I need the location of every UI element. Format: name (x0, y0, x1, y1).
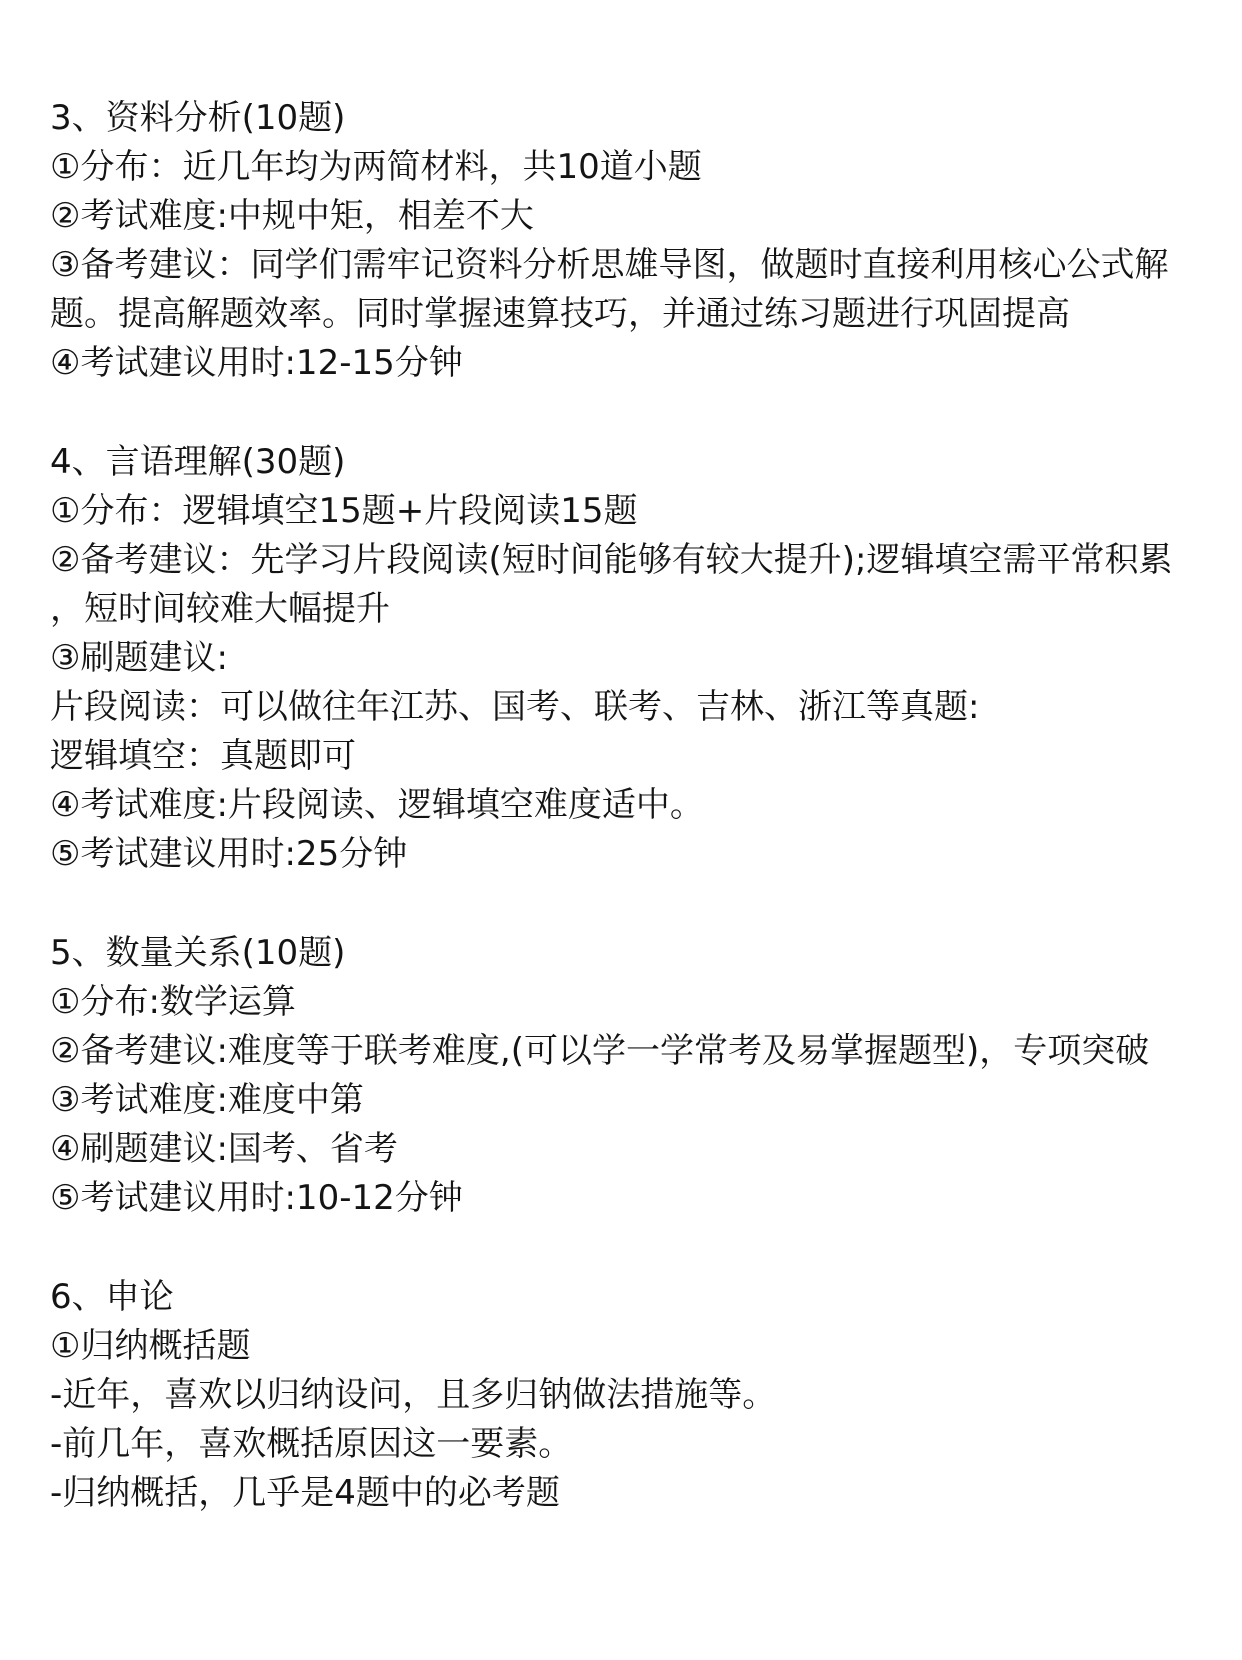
section-verbal-comprehension (50, 438, 1200, 879)
section-line: ①分布:数学运算 (50, 982, 296, 1022)
section-quantitative-relations (50, 929, 1200, 1223)
section-line: -归纳概括，几乎是4题中的必考题 (50, 1473, 560, 1513)
section-line: ③刷题建议: (50, 638, 228, 678)
section-line: ④考试难度:片段阅读、逻辑填空难度适中。 (50, 785, 704, 825)
section-line: ⑤考试建议用时:25分钟 (50, 834, 408, 874)
section-line: 逻辑填空：真题即可 (50, 736, 356, 776)
section-line: 片段阅读：可以做往年江苏、国考、联考、吉林、浙江等真题: (50, 687, 980, 727)
section-heading: 5、数量关系(10题) (50, 933, 346, 973)
section-line: ，短时间较难大幅提升 (50, 589, 390, 629)
section-line: ③考试难度:难度中第 (50, 1080, 364, 1120)
section-line: ①分布：逻辑填空15题+片段阅读15题 (50, 491, 638, 531)
section-heading: 3、资料分析(10题) (50, 98, 346, 138)
section-line: ③备考建议：同学们需牢记资料分析思雄导图，做题时直接利用核心公式解 (50, 245, 1169, 285)
section-line: ⑤考试建议用时:10-12分钟 (50, 1178, 463, 1218)
section-line: ②考试难度:中规中矩，相差不大 (50, 196, 534, 236)
section-line: ②备考建议：先学习片段阅读(短时间能够有较大提升);逻辑填空需平常积累 (50, 540, 1173, 580)
section-heading: 6、申论 (50, 1277, 174, 1317)
section-line: 题。提高解题效率。同时掌握速算技巧，并通过练习题进行巩固提高 (50, 294, 1070, 334)
section-heading: 4、言语理解(30题) (50, 442, 346, 482)
section-data-analysis (50, 94, 1200, 388)
section-line: ②备考建议:难度等于联考难度,(可以学一学常考及易掌握题型)，专项突破 (50, 1031, 1150, 1071)
section-line: ①分布：近几年均为两简材料，共10道小题 (50, 147, 702, 187)
section-line: ①归纳概括题 (50, 1326, 251, 1366)
section-line: -近年，喜欢以归纳设问，且多归钠做法措施等。 (50, 1375, 777, 1415)
section-line: ④考试建议用时:12-15分钟 (50, 343, 463, 383)
section-essay-writing (50, 1273, 1200, 1518)
section-line: -前几年，喜欢概括原因这一要素。 (50, 1424, 573, 1464)
document-page (50, 94, 1200, 1568)
section-line: ④刷题建议:国考、省考 (50, 1129, 398, 1169)
